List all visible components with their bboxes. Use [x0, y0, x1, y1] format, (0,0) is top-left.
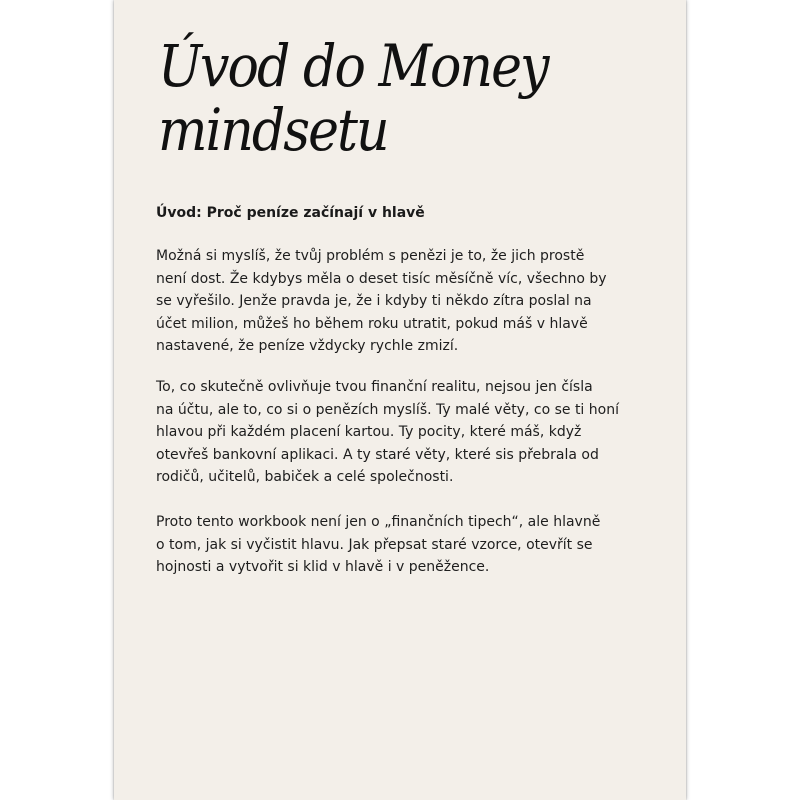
page-title-line-1: Úvod do Money [158, 32, 548, 100]
paragraph-line: otevřeš bankovní aplikaci. A ty staré věty, které sis přebrala od [156, 446, 599, 463]
paragraph-line: To, co skutečně ovlivňuje tvou finanční realitu, nejsou jen čísla [156, 379, 593, 395]
paragraph-line: rodičů, učitelů, babiček a celé společnosti. [156, 469, 454, 486]
paragraph-line: hlavou při každém placení kartou. Ty pocity, které máš, když [156, 424, 582, 441]
paragraph-line: Proto tento workbook není jen o „finančních tipech“, ale hlavně [156, 514, 601, 530]
paragraph-line: není dost. Že kdybys měla o deset tisíc měsíčně víc, všechno by [156, 270, 607, 287]
document-page [114, 0, 686, 800]
paragraph-line: nastavené, že peníze vždycky rychle zmizí. [156, 338, 459, 355]
section-subheading: Úvod: Proč peníze začínají v hlavě [156, 205, 425, 221]
paragraph-line: se vyřešilo. Jenže pravda je, že i kdyby ti někdo zítra poslal na [156, 293, 592, 310]
paragraph-line: Možná si myslíš, že tvůj problém s penězi je to, že jich prostě [156, 248, 585, 264]
paragraph-line: na účtu, ale to, co si o penězích myslíš. Ty malé věty, co se ti honí [156, 401, 619, 418]
page-title-line-2: mindsetu [158, 96, 388, 164]
paragraph-2 [156, 376, 619, 489]
page-title [158, 34, 608, 162]
paragraph-line: účet milion, můžeš ho během roku utratit, pokud máš v hlavě [156, 315, 588, 332]
paragraph-3 [156, 511, 616, 579]
paragraph-line: hojnosti a vytvořit si klid v hlavě i v peněžence. [156, 559, 490, 576]
paragraph-1 [156, 245, 616, 358]
paragraph-line: o tom, jak si vyčistit hlavu. Jak přepsat staré vzorce, otevřít se [156, 536, 593, 553]
